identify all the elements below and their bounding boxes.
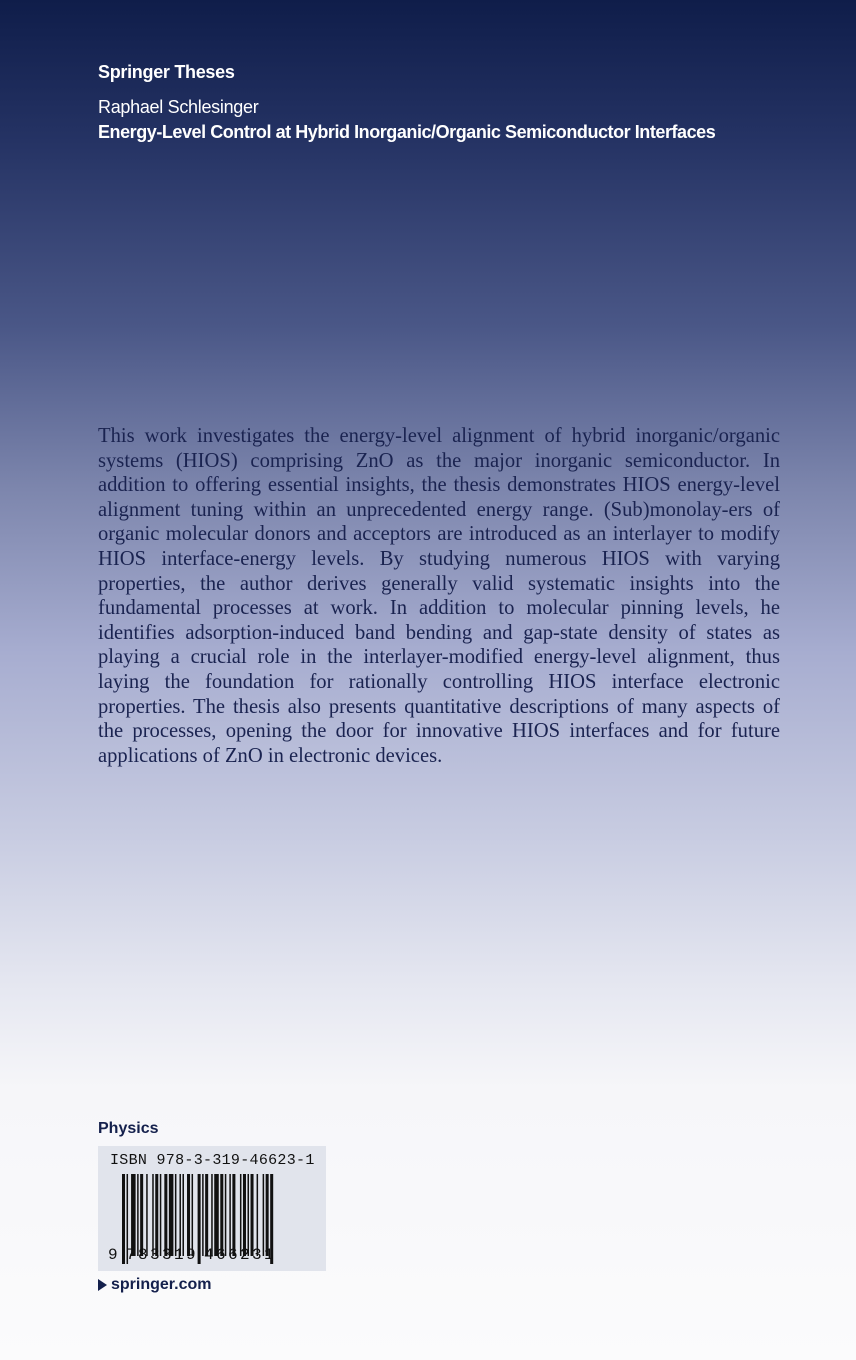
ean-lead-digit: 9 (108, 1246, 118, 1264)
barcode-bar (155, 1174, 158, 1256)
book-title: Energy-Level Control at Hybrid Inorganic/Organic Semiconductor Interfaces (98, 122, 716, 142)
ean-digit-group-left: 783319 (126, 1246, 199, 1264)
isbn-barcode (98, 1146, 326, 1271)
series-name: Springer Theses (98, 62, 235, 82)
barcode-bar (175, 1174, 177, 1256)
abstract-text: This work investigates the energy-level alignment of hybrid inorganic/organic systems (HIOS) comprising ZnO as the major inorganic semiconductor. In addition to offering essential insights, the thesis demonstrates HIOS energy-level alignment tuning within an unprecedented energy range. (Sub)monolay-ers of organic molecular donors and acceptors are introduced as an interlayer to modify HIOS interface-energy levels. By studying numerous HIOS with varying properties, the author derives generally valid systematic insights into the fundamental processes at work. In addition to molecular pinning levels, he identifies adsorption-induced band bending and gap-state density of states as playing a crucial role in the interlayer-modified energy-level alignment, thus laying the foundation for rationally controlling HIOS interface electronic properties. The thesis also presents quantitative descriptions of many aspects of the processes, opening the door for innovative HIOS interfaces and for future applications of ZnO in electronic devices. (98, 425, 780, 767)
barcode-bar (169, 1174, 174, 1256)
barcode-bar (137, 1174, 139, 1256)
barcode-bar (263, 1174, 265, 1256)
barcode-bar (202, 1174, 204, 1256)
barcode-bar (225, 1174, 227, 1256)
barcode-bar (257, 1174, 259, 1256)
isbn-label: ISBN 978-3-319-46623-1 (110, 1152, 315, 1169)
barcode-bar (240, 1174, 242, 1256)
barcode-bar (243, 1174, 246, 1256)
barcode-bar (152, 1174, 154, 1256)
barcode-bar (205, 1174, 208, 1256)
springer-website-link[interactable] (98, 1276, 211, 1294)
ean-digit-group-right: 466231 (204, 1246, 277, 1264)
barcode-bar (214, 1174, 219, 1256)
barcode-bar (146, 1174, 148, 1256)
barcode-bar (164, 1174, 167, 1256)
ean-digits (108, 1246, 318, 1264)
barcode-bar (131, 1174, 136, 1256)
barcode-bar (266, 1174, 269, 1256)
barcode-bar (211, 1174, 213, 1256)
barcode-bar (232, 1174, 235, 1256)
author-name: Raphael Schlesinger (98, 97, 259, 117)
barcode-bar (192, 1174, 194, 1256)
barcode-bar (220, 1174, 223, 1256)
barcode-bar (248, 1174, 250, 1256)
barcode-bar (140, 1174, 143, 1256)
barcode-bar (187, 1174, 190, 1256)
barcode-bar (229, 1174, 231, 1256)
barcode-bar (251, 1174, 254, 1256)
springer-link-text: springer.com (111, 1276, 212, 1293)
barcode-bar (179, 1174, 181, 1256)
barcode-bar (182, 1174, 184, 1256)
barcode-bar (160, 1174, 162, 1256)
subject-label: Physics (98, 1120, 159, 1137)
arrow-right-icon (98, 1279, 107, 1291)
